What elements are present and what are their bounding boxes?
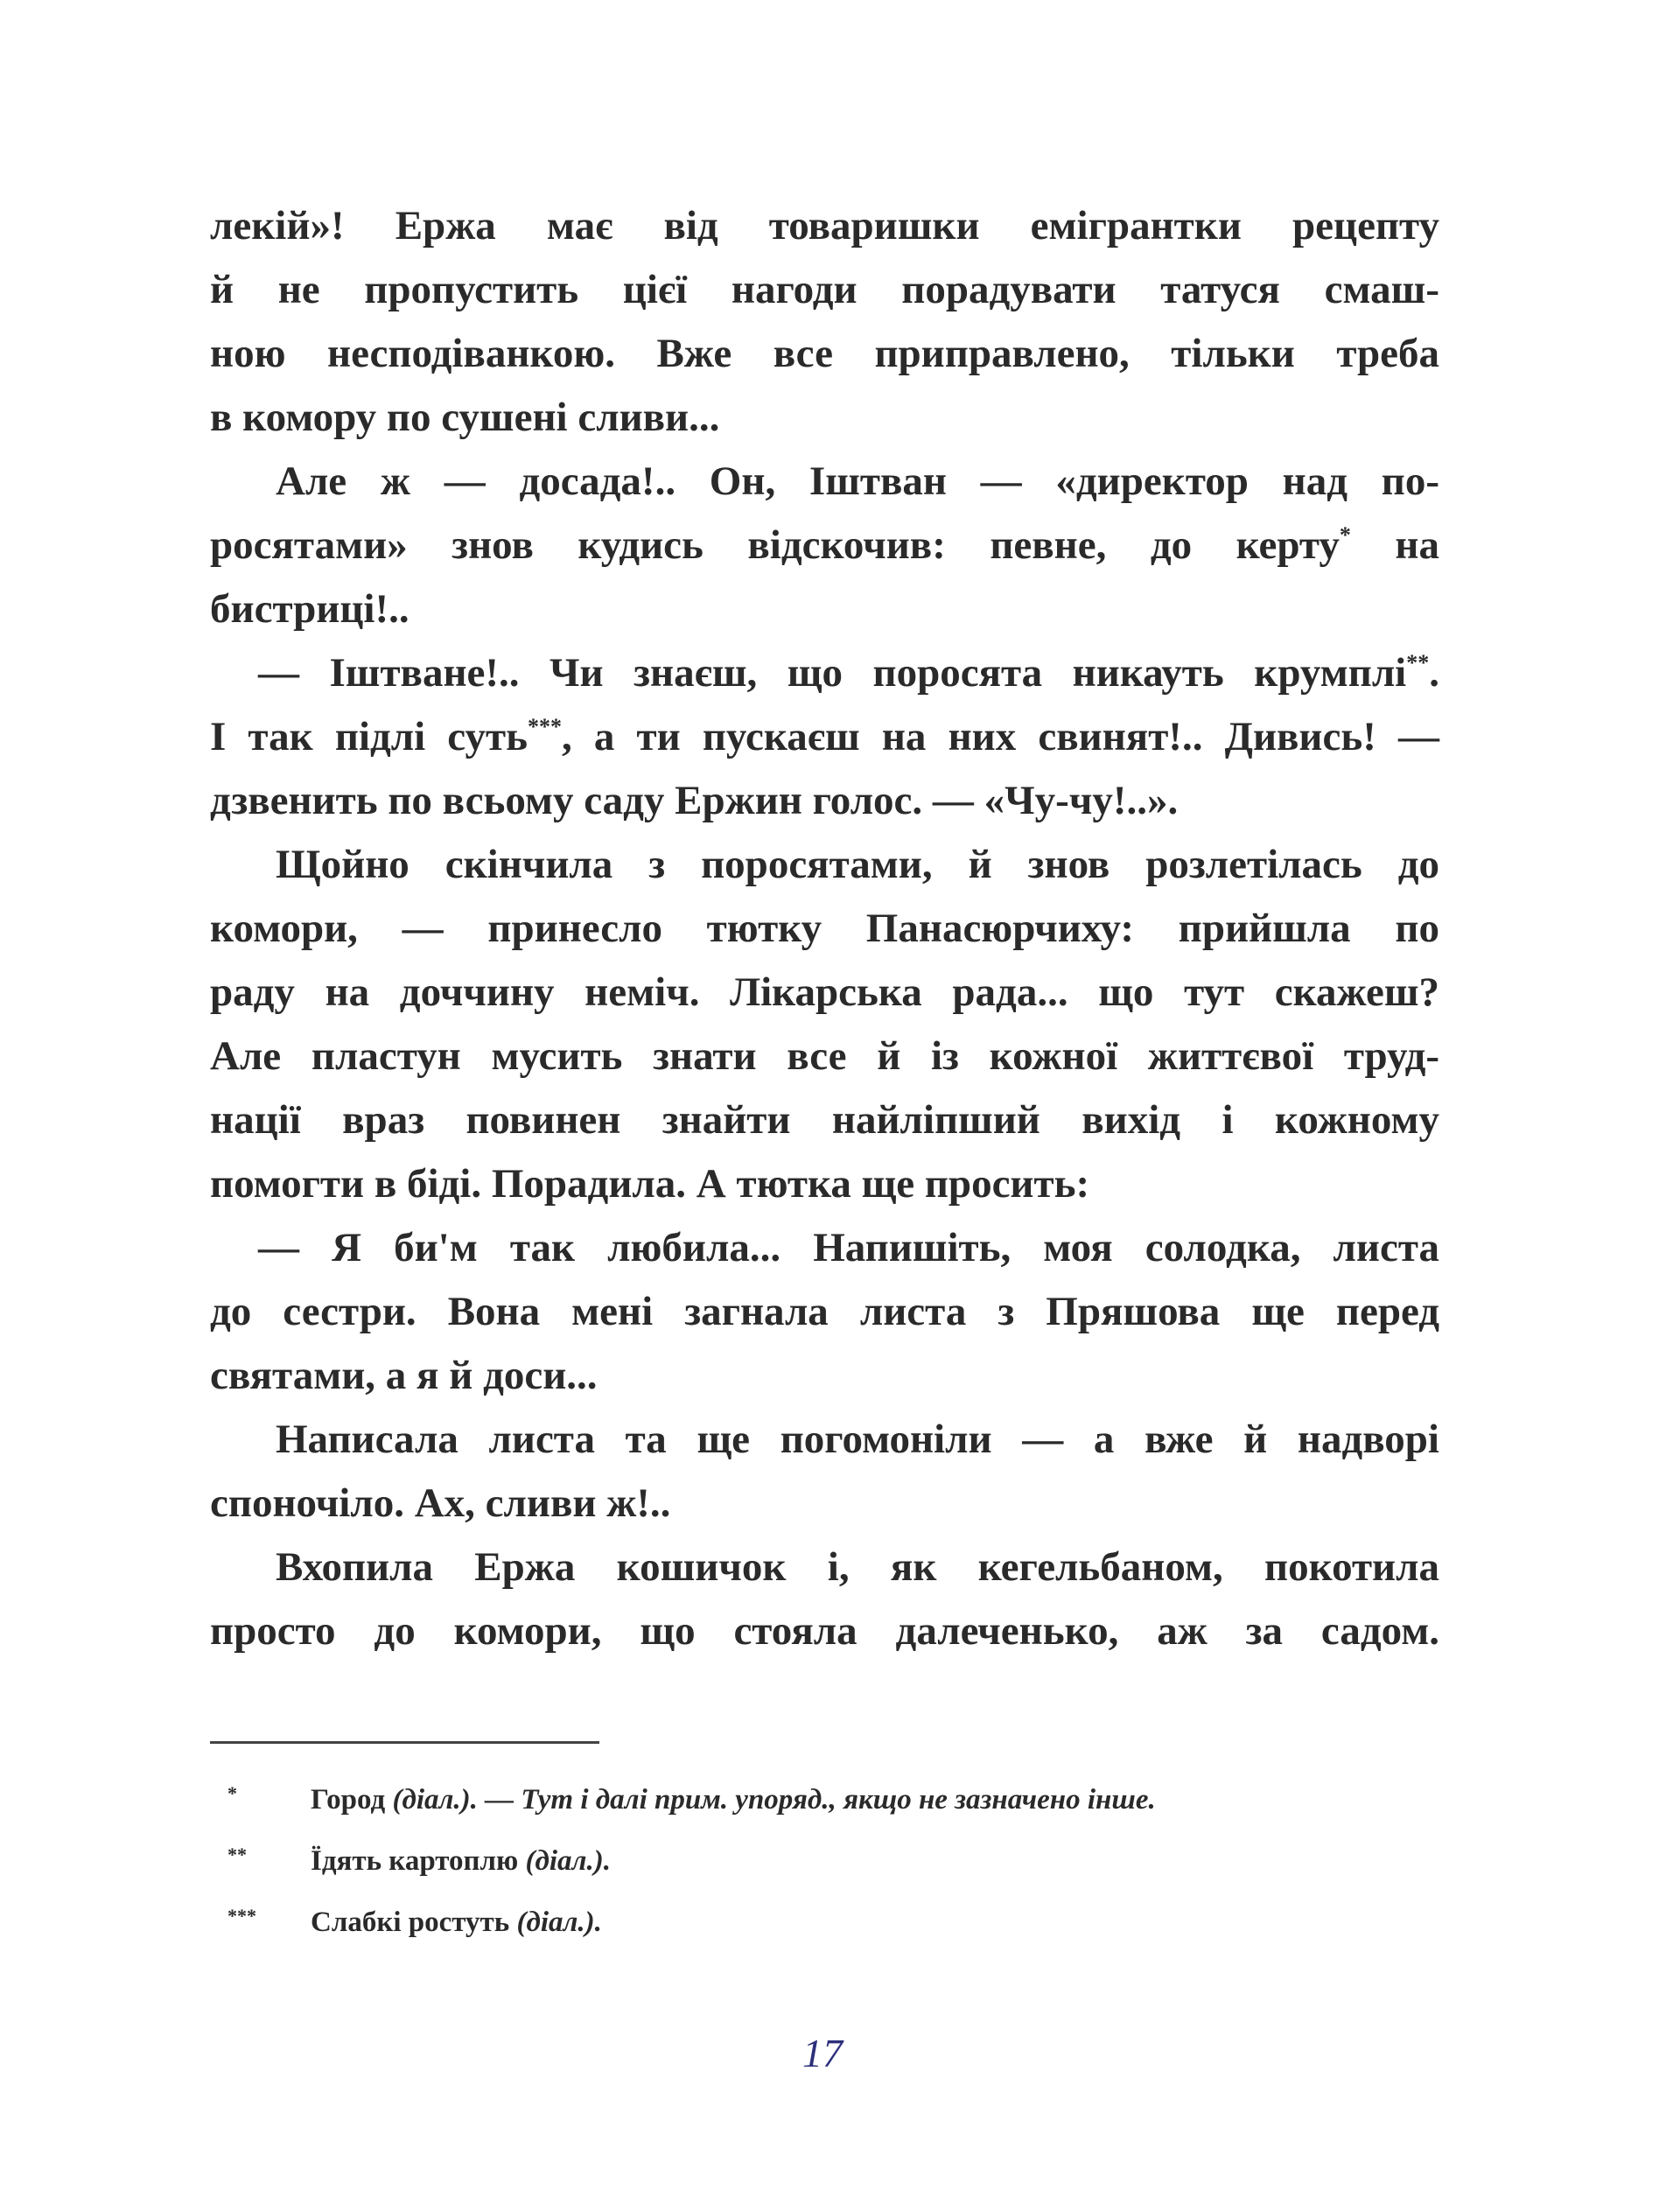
text-segment: комори, — принесло тютку Панасюрчиху: прийшла по [210,906,1439,951]
footnote-italic: (діал.). — Тут і далі прим. упоряд., якщо не зазначено інше. [392,1784,1156,1816]
text-segment: й не пропустить цієї нагоди порадувати татуся смаш- [210,267,1439,312]
text-line [210,1280,1439,1344]
text-line [210,1472,1439,1536]
text-segment: Вхопила Ержа кошичок і, як кегельбаном, покотила [276,1544,1439,1590]
footnote [228,1767,1156,1829]
footnote-mark: * [228,1782,237,1804]
footnote-mark: ** [228,1844,247,1865]
text-line [210,833,1439,897]
text-segment: святами, а я й доси... [210,1353,598,1398]
text-line [210,1088,1439,1152]
text-segment: раду на доччину неміч. Лікарська рада... що тут скажеш? [210,969,1439,1015]
text-segment: Щойно скінчила з поросятами, й знов розлетілась до [276,842,1439,887]
footnote-divider [210,1741,599,1744]
text-segment: — Я би'м так любила... Напишіть, моя солодка, листа [258,1225,1439,1270]
text-segment: дзвенить по всьому саду Ержин голос. — «Чу-чу!..». [210,778,1179,823]
text-segment: на [1350,522,1439,568]
footnote-marker: ** [1406,650,1430,675]
footnote-text: Город [311,1784,393,1816]
footnotes [228,1767,1156,1951]
text-segment: лекій»! Ержа має від товаришки емігрантки рецепту [210,203,1439,248]
text-segment: . [1429,650,1439,696]
text-line [210,769,1439,833]
text-segment: просто до комори, що стояла далеченько, аж за садом. [210,1608,1439,1654]
text-segment: І так підлі суть [210,714,528,759]
footnote-mark: *** [228,1905,256,1927]
text-line [210,514,1439,577]
text-segment: споночіло. Ах, сливи ж!.. [210,1480,671,1526]
text-line [210,1599,1439,1663]
text-segment: ною несподіванкою. Вже все приправлено, тільки треба [210,331,1439,376]
page-number: 17 [802,2031,843,2075]
text-segment: — Іштване!.. Чи знаєш, що поросята никауть крумплі [258,650,1407,696]
text-line [210,1025,1439,1088]
text-line [210,577,1439,641]
text-line [210,1408,1439,1472]
text-segment: в комору по сушені сливи... [210,395,720,440]
footnote-text: Їдять картоплю [311,1845,526,1877]
footnote-italic: (діал.). [516,1907,602,1938]
text-segment: Написала листа та ще погомоніли — а вже й надворі [276,1417,1439,1462]
text-line [210,1216,1439,1280]
text-line [210,1536,1439,1599]
text-segment: помогти в біді. Порадила. А тютка ще просить: [210,1161,1090,1207]
text-segment: бистриці!.. [210,586,410,632]
text-line [210,322,1439,386]
text-segment: до сестри. Вона мені загнала листа з Пряшова ще перед [210,1289,1439,1334]
text-line [210,386,1439,450]
text-line [210,450,1439,514]
text-segment: Але пластун мусить знати все й із кожної життєвої труд- [210,1033,1439,1079]
body-text [210,194,1439,1663]
footnote-marker: * [1339,522,1351,548]
footnote [228,1890,1156,1951]
text-line [210,705,1439,769]
text-line [210,961,1439,1025]
footnote-italic: (діал.). [525,1845,611,1877]
text-line [210,897,1439,961]
text-segment: росятами» знов кудись відскочив: певне, до керту [210,522,1340,568]
text-line [210,1344,1439,1408]
footnote-text: Слабкі ростуть [311,1907,517,1938]
text-line [210,1152,1439,1216]
text-line [210,258,1439,322]
text-line [210,641,1439,705]
text-segment: нації враз повинен знайти найліпший вихід і кожному [210,1097,1439,1143]
footnote-marker: *** [528,714,562,739]
text-segment: , а ти пускаєш на них свинят!.. Дивись! — [562,714,1439,759]
text-line [210,194,1439,258]
text-segment: Але ж — досада!.. Он, Іштван — «директор над по- [276,458,1439,504]
footnote [228,1829,1156,1890]
